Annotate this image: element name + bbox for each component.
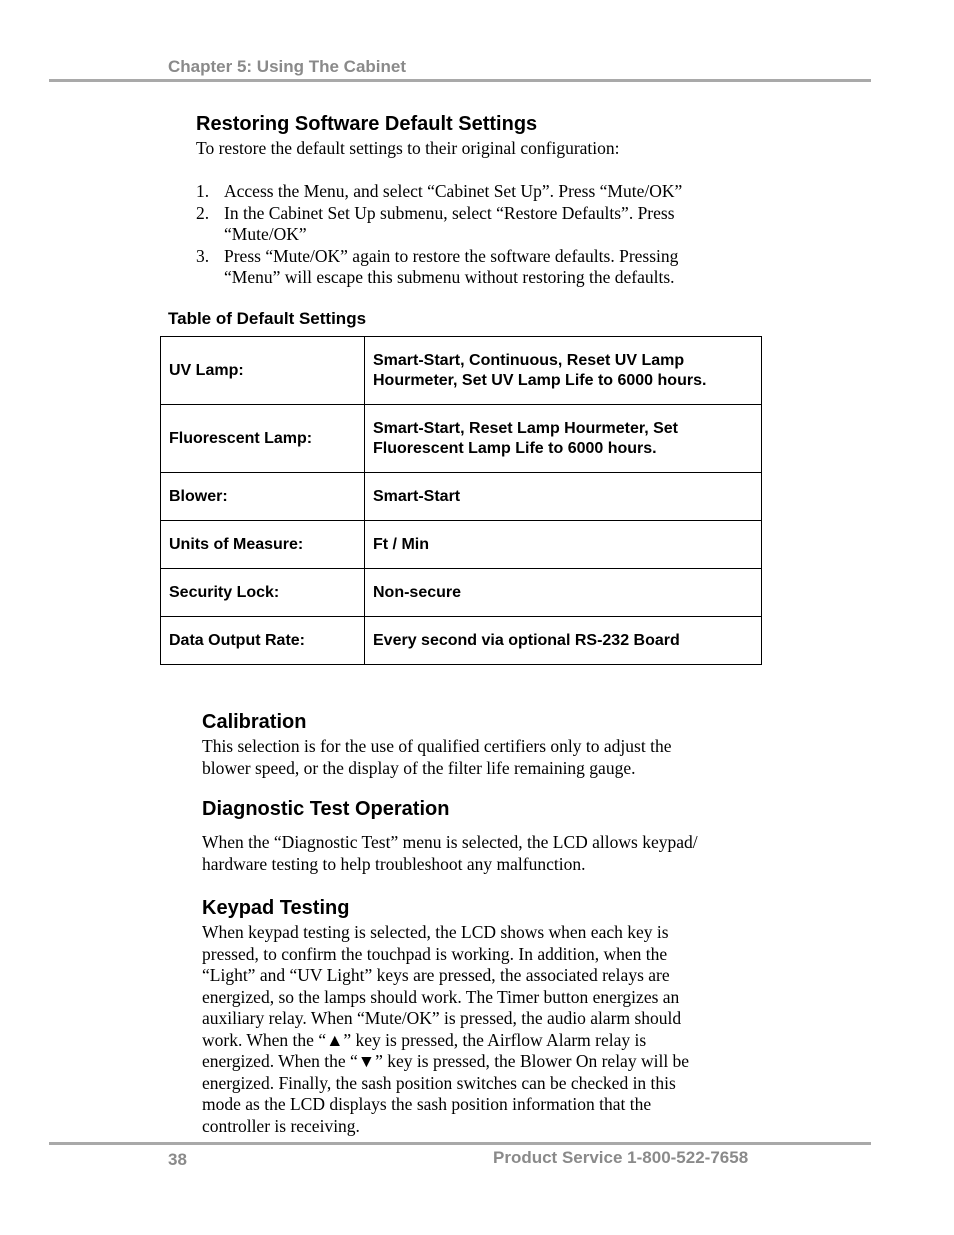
table-row (161, 569, 762, 617)
setting-value-line: Fluorescent Lamp Life to 6000 hours. (373, 439, 657, 457)
step-text-line: In the Cabinet Set Up submenu, select “Restore Defaults”. Press (224, 202, 675, 223)
default-settings-table (160, 336, 762, 665)
setting-value (365, 405, 762, 473)
paragraph-line: auxiliary relay. When “Mute/OK” is pressed, the audio alarm should (202, 1008, 682, 1028)
keypad-text (202, 922, 762, 1137)
paragraph-line: When the “Diagnostic Test” menu is selected, the LCD allows keypad/ (202, 832, 698, 852)
section-heading-diagnostic: Diagnostic Test Operation (202, 798, 450, 820)
restore-intro: To restore the default settings to their original configuration: (196, 138, 620, 158)
setting-value: Every second via optional RS-232 Board (365, 617, 762, 665)
paragraph-line: blower speed, or the display of the filter life remaining gauge. (202, 757, 636, 778)
list-item (196, 181, 756, 203)
paragraph-line: energized. When the “▼” key is pressed, the Blower On relay will be (202, 1051, 690, 1071)
paragraph-line: controller is receiving. (202, 1115, 360, 1136)
paragraph-line: energized, so the lamps should work. The Timer button energizes an (202, 986, 680, 1007)
footer-rule (49, 1142, 871, 1145)
step-text-line: “Menu” will escape this submenu without restoring the defaults. (224, 267, 675, 287)
setting-label: UV Lamp: (161, 337, 365, 405)
table-row (161, 617, 762, 665)
paragraph-line: hardware testing to help troubleshoot any malfunction. (202, 853, 586, 874)
header-rule (49, 79, 871, 82)
table-row (161, 473, 762, 521)
setting-label: Blower: (161, 473, 365, 521)
restore-steps-list (196, 181, 756, 289)
step-text-line: “Mute/OK” (224, 224, 307, 244)
step-number: 3. (196, 245, 210, 266)
step-text-line: Press “Mute/OK” again to restore the software defaults. Pressing (224, 245, 679, 266)
setting-value-line: Smart-Start, Continuous, Reset UV Lamp (373, 352, 685, 369)
setting-label: Security Lock: (161, 569, 365, 617)
table-row (161, 405, 762, 473)
setting-value: Smart-Start (365, 473, 762, 521)
setting-label: Units of Measure: (161, 521, 365, 569)
product-service-phone: Product Service 1-800-522-7658 (493, 1148, 749, 1167)
paragraph-line: work. When the “▲” key is pressed, the Airflow Alarm relay is (202, 1029, 647, 1050)
diagnostic-text (202, 832, 762, 875)
page-number: 38 (168, 1150, 187, 1169)
setting-value: Non-secure (365, 569, 762, 617)
section-heading-keypad: Keypad Testing (202, 897, 350, 919)
step-number: 2. (196, 202, 210, 223)
section-heading-restore: Restoring Software Default Settings (196, 113, 538, 135)
paragraph-line: energized. Finally, the sash position switches can be checked in this (202, 1072, 676, 1093)
setting-value (365, 337, 762, 405)
table-row (161, 521, 762, 569)
table-row (161, 337, 762, 405)
paragraph-line: When keypad testing is selected, the LCD shows when each key is (202, 922, 669, 942)
list-item (196, 203, 756, 246)
paragraph-line: This selection is for the use of qualified certifiers only to adjust the (202, 736, 672, 756)
setting-value: Ft / Min (365, 521, 762, 569)
setting-label: Fluorescent Lamp: (161, 405, 365, 473)
list-item (196, 246, 756, 289)
setting-value-line: Smart-Start, Reset Lamp Hourmeter, Set (373, 420, 678, 437)
section-heading-calibration: Calibration (202, 711, 307, 733)
chapter-header: Chapter 5: Using The Cabinet (168, 57, 407, 76)
step-text: Access the Menu, and select “Cabinet Set Up”. Press “Mute/OK” (224, 181, 683, 201)
setting-label: Data Output Rate: (161, 617, 365, 665)
calibration-text (202, 736, 762, 779)
paragraph-line: “Light” and “UV Light” keys are pressed, the associated relays are (202, 965, 670, 985)
table-title: Table of Default Settings (168, 309, 367, 328)
paragraph-line: pressed, to confirm the touchpad is working. In addition, when the (202, 943, 668, 964)
paragraph-line: mode as the LCD displays the sash position information that the (202, 1094, 652, 1114)
step-number: 1. (196, 181, 210, 201)
setting-value-line: Hourmeter, Set UV Lamp Life to 6000 hours. (373, 371, 707, 389)
